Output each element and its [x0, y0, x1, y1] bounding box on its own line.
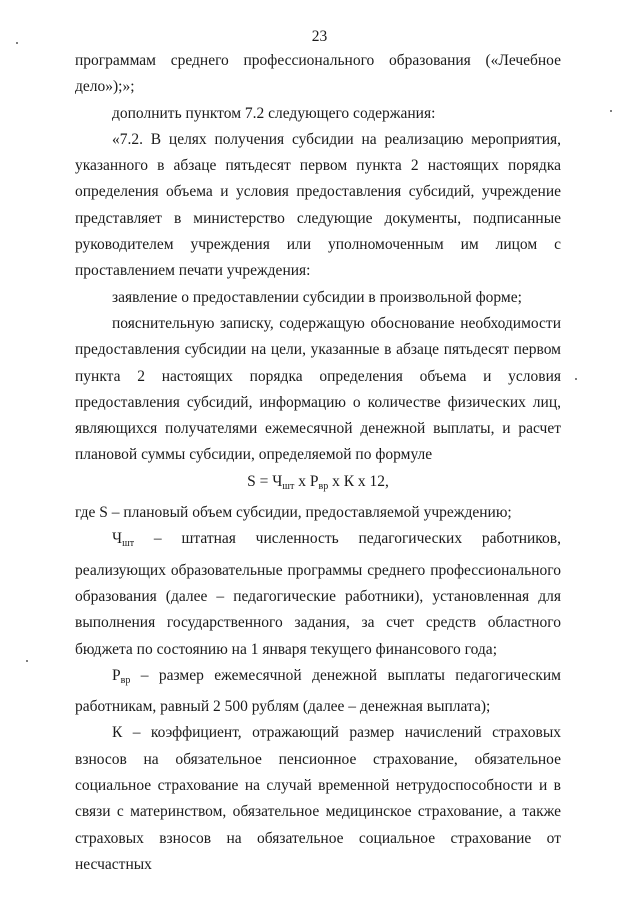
formula-rhs: х К х 12, — [328, 472, 389, 490]
formula-sub-staff: шт — [282, 480, 295, 492]
page-number: 23 — [311, 28, 328, 45]
scan-speck — [16, 42, 18, 44]
definition-payment-size — [75, 663, 561, 721]
definition-payment-text: – размер ежемесячной денежной выплаты педагогическим работникам, равный 2 500 рублям (далее – денежная выплата); — [75, 666, 561, 716]
definition-payment-subscript: вр — [120, 674, 131, 686]
definition-staff-text: – штатная численность педагогических работников, реализующих образовательные программы среднего профессионального образования (далее – педагогические работники), установленная для выполнения государственного задания, за счет средств областного бюджета по состоянию на 1 января текущего финансового года; — [75, 530, 561, 658]
definition-staff-subscript: шт — [122, 538, 135, 550]
scan-speck — [26, 660, 28, 662]
formula-sub-payment: вр — [318, 480, 329, 492]
scan-speck — [575, 378, 577, 380]
paragraph-amendment-intro: дополнить пунктом 7.2 следующего содержания: — [112, 104, 436, 122]
formula-mid: х Р — [294, 472, 319, 490]
paragraph-explanatory-note: пояснительную записку, содержащую обоснование необходимости предоставления субсидии на цели, указанные в абзаце пятьдесят первом пункта 2 настоящих порядка определения объема и условия предоставления субсидий, информацию о количестве физических лиц, являющихся получателями ежемесячной денежной выплаты, и расчет плановой суммы субсидии, определяемой по формуле — [75, 314, 561, 464]
paragraph-continuation: программам среднего профессионального образования («Лечебное дело»);»; — [75, 52, 561, 96]
definition-staff-count — [75, 526, 561, 662]
definition-payment-symbol: Р — [112, 666, 121, 684]
definition-staff-symbol: Ч — [112, 530, 123, 548]
paragraph-application-statement: заявление о предоставлении субсидии в произвольной форме; — [112, 288, 522, 306]
document-body — [75, 48, 561, 878]
definition-s: где S – плановый объем субсидии, предоставляемой учреждению; — [75, 504, 512, 522]
paragraph-clause-7-2: «7.2. В целях получения субсидии на реализацию мероприятия, указанного в абзаце пятьдесят первом пункта 2 настоящих порядка определения объема и условия предоставления субсидий, учреждение представляет в министерство следующие документы, подписанные руководителем учреждения или уполномоченным им лицом с проставлением печати учреждения: — [75, 130, 561, 280]
definition-coefficient: К – коэффициент, отражающий размер начислений страховых взносов на обязательное пенсионное страхование, обязательное социальное страхование на случай временной нетрудоспособности и в связи с материнством, обязательное медицинское страхование, а также страховых взносов на обязательное социальное страхование от несчастных — [75, 724, 561, 873]
scan-speck — [610, 110, 612, 112]
subsidy-formula — [75, 469, 561, 500]
formula-lhs: S = Ч — [247, 472, 283, 490]
